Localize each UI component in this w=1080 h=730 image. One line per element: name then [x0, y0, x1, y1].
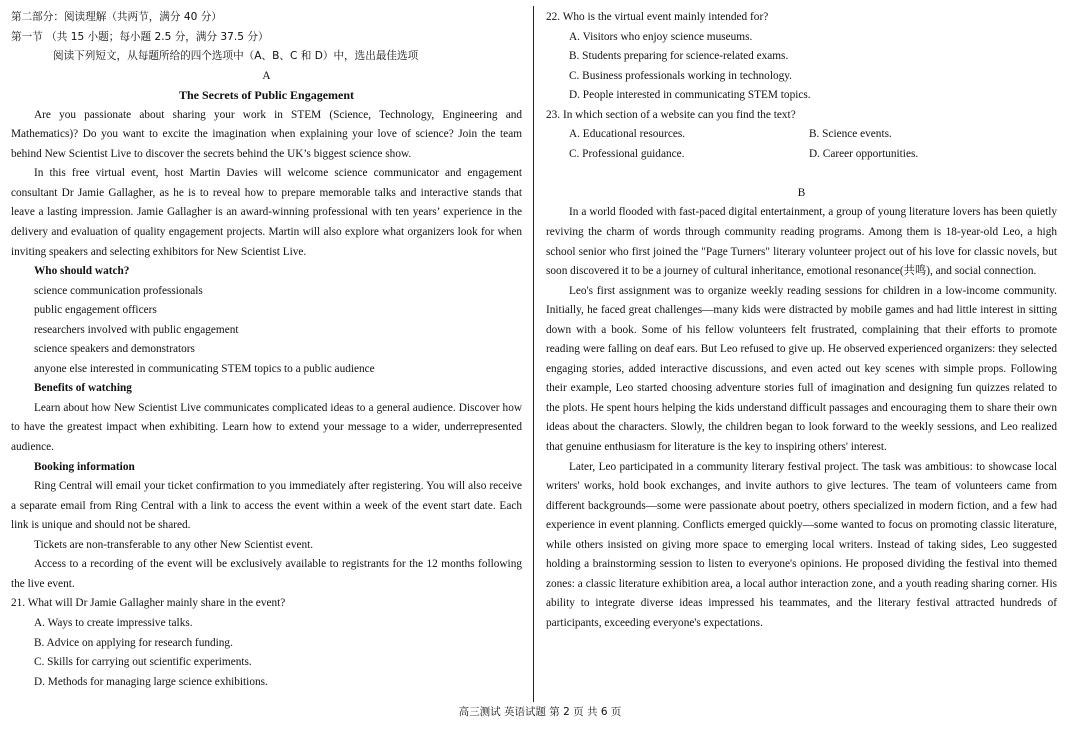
passage-b-paragraph-1: In a world flooded with fast-paced digital entertainment, a group of young literature lovers has been quietly reviving the charm of words through community reading programs. Among them is 18-year-old Leo, a high school senior who first joined the "Page Turners" literary volunteer project out of his love for classic novels, but soon discovered it to be a journey of cultural inheritance, emotional resonance(共鸣), and social connection. — [546, 206, 1057, 278]
instruction: 阅读下列短文，从每题所给的四个选项中（A、B、C 和 D）中，选出最佳选项 — [53, 50, 419, 63]
question-23-option-d: D. Career opportunities. — [809, 147, 919, 160]
question-23-options-row-1 — [546, 125, 1057, 145]
who-should-watch-heading: Who should watch? — [34, 265, 130, 278]
question-23-option-b: B. Science events. — [809, 128, 892, 141]
question-21-option-c: C. Skills for carrying out scientific experiments. — [34, 656, 252, 669]
benefits-paragraph: Learn about how New Scientist Live communicates complicated ideas to a general audience. Discover how to have the greatest impact when exhibiting. Learn how to extend your message to a wider, underrepresented audience. — [11, 401, 522, 454]
section-heading: 第一节 （共 15 小题；每小题 2.5 分，满分 37.5 分） — [11, 30, 269, 43]
who-list-item: science communication professionals — [34, 284, 203, 297]
passage-a-paragraph-1: Are you passionate about sharing your work in STEM (Science, Technology, Engineering and Mathematics)? Do you want to excite the imagination when explaining your love of science? Join the team behind New Scientist Live to discover the secrets behind the UK’s biggest science show. — [11, 108, 522, 160]
question-23-option-c: C. Professional guidance. — [569, 147, 685, 160]
blank-line — [546, 164, 1057, 184]
question-23-options-row-2 — [546, 145, 1057, 165]
booking-heading: Booking information — [34, 460, 135, 473]
who-list-item: researchers involved with public engagement — [34, 323, 239, 336]
passage-a-title: The Secrets of Public Engagement — [178, 88, 355, 103]
who-list-item: science speakers and demonstrators — [34, 343, 195, 356]
question-21-option-b: B. Advice on applying for research funding. — [34, 636, 233, 649]
page-footer: 高三测试 英语试题 第 2 页 共 6 页 — [458, 706, 622, 718]
passage-b-paragraph-3: Later, Leo participated in a community literary festival project. The task was ambitious: to showcase local writers' works, hold book exchanges, and invite authors to give lectures. The team of volunteers came from different backgrounds—some were passionate about poetry, others specialized in modern fiction, and a few had experience in event planning. Conflicts emerged quickly—some wanted to focus on promoting classic literature, while others insisted on giving more space to emerging local writers. Instead of taking sides, Leo suggested holding a brainstorming session to listen to everyone's opinions. He proposed dividing the festival into themed zones: a classic literature exhibition area, a local author interaction zone, and a youth reading sharing corner. His ability to integrate diverse ideas impressed his teammates, and the literary festival attracted hundreds of participants, exceeding everyone's expectations. — [546, 460, 1057, 629]
booking-paragraph-3: Access to a recording of the event will be exclusively available to registrants for the 12 months following the live event. — [11, 558, 522, 590]
question-21-stem: 21. What will Dr Jamie Gallagher mainly share in the event? — [11, 597, 286, 610]
question-21-option-d: D. Methods for managing large science exhibitions. — [34, 675, 268, 688]
question-23-stem: 23. In which section of a website can you find the text? — [546, 108, 796, 121]
who-list-item: public engagement officers — [34, 304, 157, 317]
passage-b-paragraph-2: Leo's first assignment was to organize weekly reading sessions for children in a low-income community. Initially, he faced great challenges—many kids were distracted by mobile games and had little interest in sitting down with a book. Some of his fellow volunteers felt frustrated, complaining that their efforts to promote reading were falling on deaf ears. But Leo refused to give up. He observed experienced organizers: they selected engaging stories, added interactive discussions, and even acted out key scenes with simple props. Following their example, Leo started choosing adventure stories full of imagination and designing fun quizzes related to the plots. He spent hours helping the kids understand difficult passages and encouraging them to share their own ideas about the characters. Slowly, the children began to look forward to the weekly sessions, and Leo realized that genuine enthusiasm for literature is the key to inspiring others' interest. — [546, 284, 1057, 454]
right-column — [546, 8, 1057, 634]
question-22-option-d: D. People interested in communicating STEM topics. — [569, 89, 811, 102]
benefits-heading: Benefits of watching — [34, 382, 132, 395]
question-22-option-a: A. Visitors who enjoy science museums. — [569, 30, 753, 43]
question-21-option-a: A. Ways to create impressive talks. — [34, 616, 193, 629]
column-divider — [533, 6, 534, 702]
left-column — [11, 8, 522, 692]
question-23-option-a: A. Educational resources. — [569, 128, 686, 141]
who-list-item: anyone else interested in communicating STEM topics to a public audience — [34, 362, 375, 375]
question-22-stem: 22. Who is the virtual event mainly intended for? — [546, 11, 769, 23]
passage-b-letter: B — [797, 186, 806, 199]
passage-a-paragraph-2: In this free virtual event, host Martin Davies will welcome science communicator and engagement consultant Dr Jamie Gallagher, as he is to reveal how to prepare memorable talks and interactive stands that leave a lasting impression. Jamie Gallagher is an award-winning professional with ten years’ experience in the delivery and evaluation of quality engagement projects. Martin will also explore what organizers look for when inviting speakers and selecting exhibitors for New Scientist Live. — [11, 167, 522, 258]
passage-a-letter: A — [262, 69, 271, 82]
question-22-option-c: C. Business professionals working in technology. — [569, 69, 792, 82]
booking-paragraph-2: Tickets are non-transferable to any other New Scientist event. — [34, 538, 314, 551]
question-22-option-b: B. Students preparing for science-related exams. — [569, 50, 789, 63]
part-heading: 第二部分：阅读理解（共两节，满分 40 分） — [11, 11, 222, 23]
booking-paragraph-1: Ring Central will email your ticket confirmation to you immediately after registering. You will also receive a separate email from Ring Central with a link to access the event within a week of the event start date. Each link is unique and should not be shared. — [11, 480, 522, 532]
